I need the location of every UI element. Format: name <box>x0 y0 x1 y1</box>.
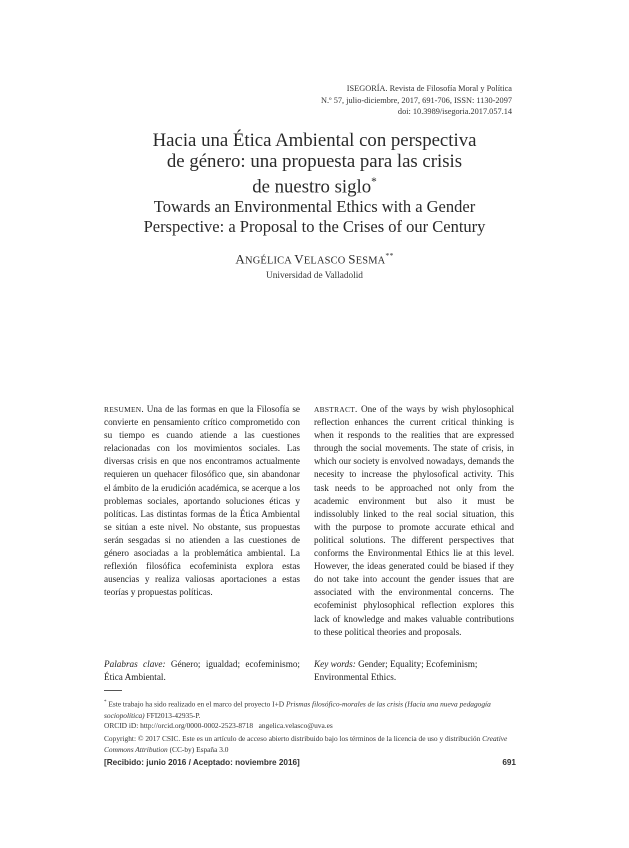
author-name: ANGÉLICA VELASCO SESMA** <box>235 251 394 267</box>
title-en-line-1: Towards an Environmental Ethics with a Gender <box>153 197 476 216</box>
title-spanish <box>0 130 629 197</box>
author-email[interactable]: angelica.velasco@uva.es <box>258 721 333 730</box>
title-english <box>0 197 629 237</box>
copyright-notice: Copyright: © 2017 CSIC. Este es un artículo de acceso abierto distribuido bajo los términos de la licencia de uso y distribución Creative Commons Attribution (CC-by) España 3.0 <box>104 734 508 755</box>
keywords-es-text: Género; igualdad; ecofeminismo; Ética Ambiental. <box>104 659 300 683</box>
orcid-link[interactable]: ORCID iD: http://orcid.org/0000-0002-2523-8718 <box>104 721 254 730</box>
journal-issue: N.º 57, julio-diciembre, 2017, 691-706, ISSN: 1130-2097 <box>320 95 512 105</box>
submission-dates: [Recibido: junio 2016 / Aceptado: noviembre 2016] <box>104 758 300 767</box>
orcid-line <box>104 720 516 731</box>
abstract-label: ABSTRACT <box>314 405 356 414</box>
footnote-mark: * <box>104 700 107 705</box>
title-es-line-1: Hacia una Ética Ambiental con perspectiva <box>152 130 477 151</box>
journal-header <box>321 83 512 118</box>
footnote-divider <box>104 690 122 691</box>
abstract-section: ABSTRACT. One of the ways by wish phylosophical reflection enhances the current critical thinking is when it responds to the realities that are expressed through the social movements. The state of crisis, in which our society is envolved nowadays, demands the necesity to increase the phylosofical activity. This task needs to be approached not only from the academic environment but also it must be indissolubly linked to the real social situation, this with the purpose to promote accurate ethical and political solutions. The different perspectives that conforms the Environmental Ethics lie at this level. However, the ideas generated could be biased if they do not take into account the gender issues that are associated with the environmental concerns. The ecofeminist phylosophical reflection explores this lack of knowledge and makes valuable contributions to these political theories and proposals. <box>314 404 515 637</box>
title-footnote-mark[interactable]: * <box>371 176 377 188</box>
keywords-es-label: Palabras clave: <box>104 659 166 669</box>
footnote: * Este trabajo ha sido realizado en el marco del proyecto I+D Prismas filosófico-morales de las crisis (Hacia una nueva pedagogía sociopolítica) FFI2013-42935-P. <box>104 699 491 720</box>
resumen-label: RESUMEN <box>104 405 142 414</box>
title-es-line-2: de género: una propuesta para las crisis <box>166 151 463 172</box>
keywords-en-text: Gender; Equality; Ecofeminism; Environmental Ethics. <box>314 659 478 683</box>
keywords-english <box>314 658 514 684</box>
license-link[interactable]: Creative Commons Attribution <box>104 734 508 755</box>
resumen-section: RESUMEN. Una de las formas en que la Filosofía se convierte en pensamiento crítico comprometido con su tiempo es cuando atiende a las cuestiones relacionadas con los movimientos sociales. Las diversas crisis en que nos encontramos actualmente requieren un quehacer filosófico que, sin abandonar el ámbito de la erudición académica, se acerque a los problemas sociales, aportando soluciones éticas y políticas. Las distintas formas de la Ética Ambiental se sitúan a este nivel. No obstante, sus propuestas serán sesgadas si no atienden a las cuestiones de género asociadas a la problemática ambiental. La reflexión filosófica ecofeminista explora estas ausencias y realiza valiosas aportaciones a estas teorías y propuestas políticas. <box>104 404 300 598</box>
author-affiliation: Universidad de Valladolid <box>266 271 363 281</box>
keywords-spanish <box>104 658 300 684</box>
page-footer <box>104 758 516 767</box>
resumen-text: Una de las formas en que la Filosofía se convierte en pensamiento crítico comprometido con su tiempo es cuando atiende a las cuestiones relacionadas con los movimientos sociales. Las diversas crisis en que nos encontramos actualmente requieren un quehacer filosófico que, sin abandonar el ámbito de la erudición académica, se acerque a los problemas sociales, aportando soluciones éticas y políticas. Las distintas formas de la Ética Ambiental se sitúan a este nivel. No obstante, sus propuestas serán sesgadas si no atienden a las cuestiones de género asociadas a la problemática ambiental. La reflexión filosófica ecofeminista explora estas ausencias y realiza valiosas aportaciones a estas teorías y propuestas políticas. <box>104 404 300 598</box>
abstract-text: One of the ways by wish phylosophical reflection enhances the current critical thinking is when it responds to the realities that are expressed through the social movements. The state of crisis, in which our society is envolved nowadays, demands the necesity to increase the phylosofical activity. This task needs to be approached not only from the academic environment but also it must be indissolubly linked to the real social situation, this with the purpose to promote accurate ethical and political solutions. The different perspectives that conforms the Environmental Ethics lie at this level. However, the ideas generated could be biased if they do not take into account the gender issues that are associated with the environmental concerns. The ecofeminist phylosophical reflection explores this lack of knowledge and makes valuable contributions to these political theories and proposals. <box>314 404 515 637</box>
journal-name: ISEGORÍA. Revista de Filosofía Moral y Política <box>346 84 512 93</box>
title-en-line-2: Perspective: a Proposal to the Crises of our Century <box>143 217 486 236</box>
author-footnote-mark[interactable]: ** <box>385 251 394 260</box>
title-es-line-3: de nuestro siglo* <box>252 176 377 198</box>
keywords-en-label: Key words: <box>314 659 356 669</box>
page-number: 691 <box>502 758 516 767</box>
journal-doi: doi: 10.3989/isegoria.2017.057.14 <box>397 107 512 116</box>
